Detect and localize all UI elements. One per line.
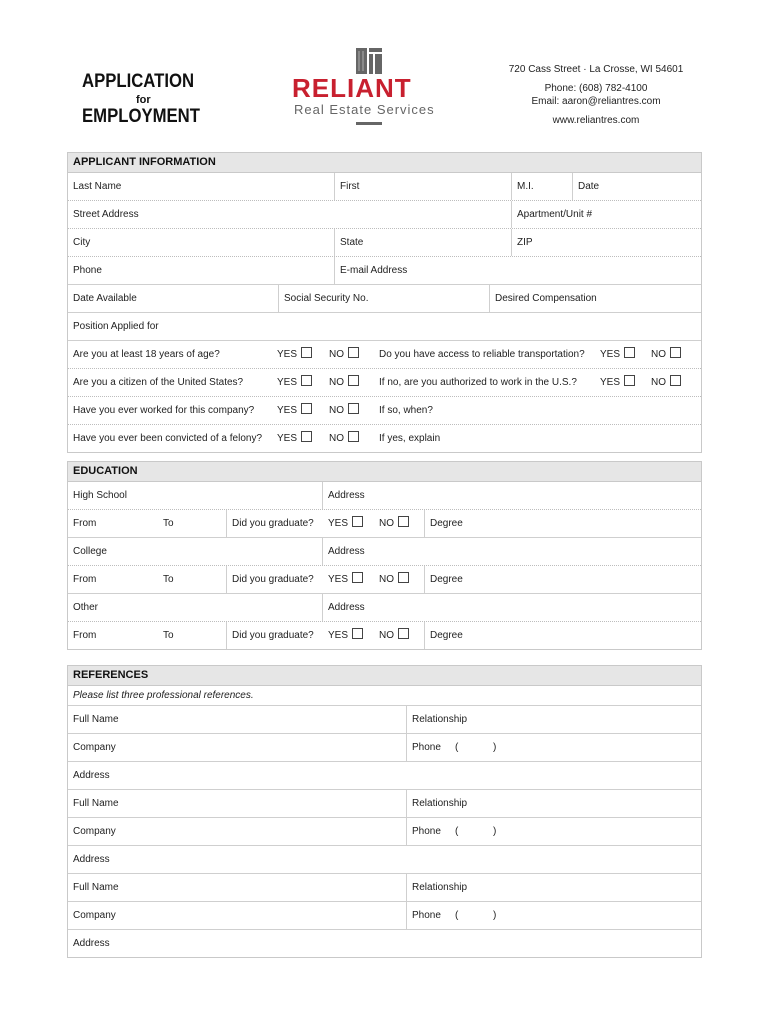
education-section (67, 461, 702, 650)
ref2-fullname-label: Full Name (73, 798, 119, 809)
ref3-fullname-label: Full Name (73, 882, 119, 893)
hs-graduate-label: Did you graduate? (232, 518, 314, 529)
ref3-relationship-label: Relationship (412, 882, 468, 893)
authorized-yes-checkbox[interactable] (624, 375, 635, 386)
worked-no-label: NO (329, 405, 344, 416)
company-email[interactable]: Email: aaron@reliantres.com (531, 96, 661, 107)
other-address-label: Address (328, 602, 365, 613)
row-hs-dates (68, 510, 701, 538)
logo-tagline: Real Estate Services (294, 102, 435, 117)
company-website[interactable]: www.reliantres.com (552, 115, 640, 126)
hs-yes-label: YES (328, 518, 349, 529)
citizen-yes-label: YES (277, 377, 298, 388)
ref1-relationship-label: Relationship (412, 714, 468, 725)
college-yes-label: YES (328, 574, 349, 585)
row-citizen (68, 369, 701, 397)
hs-no-label: NO (379, 518, 394, 529)
college-no-label: NO (379, 574, 394, 585)
row-phone (68, 257, 701, 285)
transport-yes-checkbox[interactable] (624, 347, 635, 358)
age-yes-label: YES (277, 349, 298, 360)
transport-no-label: NO (651, 349, 666, 360)
college-label: College (73, 546, 107, 557)
zip-label: ZIP (517, 237, 533, 248)
row-position (68, 313, 701, 341)
phone-label: Phone (73, 265, 102, 276)
title-for: for (136, 94, 151, 106)
q-citizen-label: Are you a citizen of the United States? (73, 377, 244, 388)
citizen-no-checkbox[interactable] (348, 375, 359, 386)
row-other (68, 594, 701, 622)
felony-no-label: NO (329, 433, 344, 444)
other-no-label: NO (379, 630, 394, 641)
ssn-label: Social Security No. (284, 293, 369, 304)
authorized-no-label: NO (651, 377, 666, 388)
transport-no-checkbox[interactable] (670, 347, 681, 358)
worked-yes-label: YES (277, 405, 298, 416)
ref3-phone-label: Phone (412, 910, 441, 921)
ref2-phone-label: Phone (412, 826, 441, 837)
ref1-address-label: Address (73, 770, 110, 781)
ref2-name-row (68, 790, 701, 818)
college-to-label: To (163, 574, 174, 585)
other-yes-checkbox[interactable] (352, 628, 363, 639)
hs-from-label: From (73, 518, 97, 529)
row-highschool (68, 482, 701, 510)
college-from-label: From (73, 574, 97, 585)
row-college-dates (68, 566, 701, 594)
hs-degree-label: Degree (430, 518, 463, 529)
ref3-paren-open: ( (455, 910, 459, 921)
hs-yes-checkbox[interactable] (352, 516, 363, 527)
college-degree-label: Degree (430, 574, 463, 585)
ref1-company-label: Company (73, 742, 116, 753)
high-school-label: High School (73, 490, 127, 501)
ref1-paren-close: ) (493, 742, 497, 753)
ref2-address-row (68, 846, 701, 874)
ref3-company-label: Company (73, 910, 116, 921)
first-name-label: First (340, 181, 360, 192)
row-street (68, 201, 701, 229)
applicant-heading: APPLICANT INFORMATION (68, 153, 701, 173)
apt-label: Apartment/Unit # (517, 209, 593, 220)
ref3-paren-close: ) (493, 910, 497, 921)
ref1-name-row (68, 706, 701, 734)
last-name-label: Last Name (73, 181, 122, 192)
age-yes-checkbox[interactable] (301, 347, 312, 358)
logo-name: RELIANT (292, 73, 412, 103)
q-felony-label: Have you ever been convicted of a felony? (73, 433, 263, 444)
ref2-relationship-label: Relationship (412, 798, 468, 809)
q-explain-label: If yes, explain (379, 433, 441, 444)
other-label: Other (73, 602, 99, 613)
company-phone: Phone: (608) 782-4100 (544, 83, 648, 94)
hs-to-label: To (163, 518, 174, 529)
q-authorized-label: If no, are you authorized to work in the U.S.? (379, 377, 577, 388)
company-address: 720 Cass Street · La Crosse, WI 54601 (508, 64, 684, 75)
position-label: Position Applied for (73, 321, 159, 332)
ref2-company-row (68, 818, 701, 846)
references-note: Please list three professional references. (68, 686, 701, 706)
education-heading: EDUCATION (68, 462, 701, 482)
other-graduate-label: Did you graduate? (232, 630, 314, 641)
row-availability (68, 285, 701, 313)
ref3-address-label: Address (73, 938, 110, 949)
q-transport-label: Do you have access to reliable transportation? (379, 349, 585, 360)
ref1-company-row (68, 734, 701, 762)
college-no-checkbox[interactable] (398, 572, 409, 583)
street-label: Street Address (73, 209, 139, 220)
ref2-company-label: Company (73, 826, 116, 837)
row-name (68, 173, 701, 201)
citizen-yes-checkbox[interactable] (301, 375, 312, 386)
row-college (68, 538, 701, 566)
desired-comp-label: Desired Compensation (495, 293, 597, 304)
ref2-paren-open: ( (455, 826, 459, 837)
mi-label: M.I. (517, 181, 534, 192)
ref1-paren-open: ( (455, 742, 459, 753)
other-degree-label: Degree (430, 630, 463, 641)
ref1-phone-label: Phone (412, 742, 441, 753)
other-from-label: From (73, 630, 97, 641)
state-label: State (340, 237, 364, 248)
college-graduate-label: Did you graduate? (232, 574, 314, 585)
title-application: APPLICATION (82, 71, 195, 92)
date-available-label: Date Available (73, 293, 137, 304)
worked-yes-checkbox[interactable] (301, 403, 312, 414)
felony-yes-checkbox[interactable] (301, 431, 312, 442)
ref1-fullname-label: Full Name (73, 714, 119, 725)
ref3-company-row (68, 902, 701, 930)
other-yes-label: YES (328, 630, 349, 641)
ref1-address-row (68, 762, 701, 790)
email-label: E-mail Address (340, 265, 408, 276)
applicant-section (67, 152, 702, 453)
row-age-transport (68, 341, 701, 369)
age-no-label: NO (329, 349, 344, 360)
hs-address-label: Address (328, 490, 365, 501)
felony-no-checkbox[interactable] (348, 431, 359, 442)
city-label: City (73, 237, 91, 248)
row-city (68, 229, 701, 257)
logo-underline (356, 122, 382, 125)
citizen-no-label: NO (329, 377, 344, 388)
ref3-name-row (68, 874, 701, 902)
references-heading: REFERENCES (68, 666, 701, 686)
college-address-label: Address (328, 546, 365, 557)
row-worked (68, 397, 701, 425)
transport-yes-label: YES (600, 349, 621, 360)
worked-no-checkbox[interactable] (348, 403, 359, 414)
authorized-yes-label: YES (600, 377, 621, 388)
q-when-label: If so, when? (379, 405, 433, 416)
references-section (67, 665, 702, 958)
row-other-dates (68, 622, 701, 649)
date-label: Date (578, 181, 600, 192)
age-no-checkbox[interactable] (348, 347, 359, 358)
other-to-label: To (163, 630, 174, 641)
title-employment: EMPLOYMENT (82, 106, 200, 127)
authorized-no-checkbox[interactable] (670, 375, 681, 386)
ref2-address-label: Address (73, 854, 110, 865)
hs-no-checkbox[interactable] (398, 516, 409, 527)
college-yes-checkbox[interactable] (352, 572, 363, 583)
ref2-paren-close: ) (493, 826, 497, 837)
felony-yes-label: YES (277, 433, 298, 444)
ref3-address-row (68, 930, 701, 957)
q-age-label: Are you at least 18 years of age? (73, 349, 220, 360)
row-felony (68, 425, 701, 452)
other-no-checkbox[interactable] (398, 628, 409, 639)
q-worked-label: Have you ever worked for this company? (73, 405, 255, 416)
